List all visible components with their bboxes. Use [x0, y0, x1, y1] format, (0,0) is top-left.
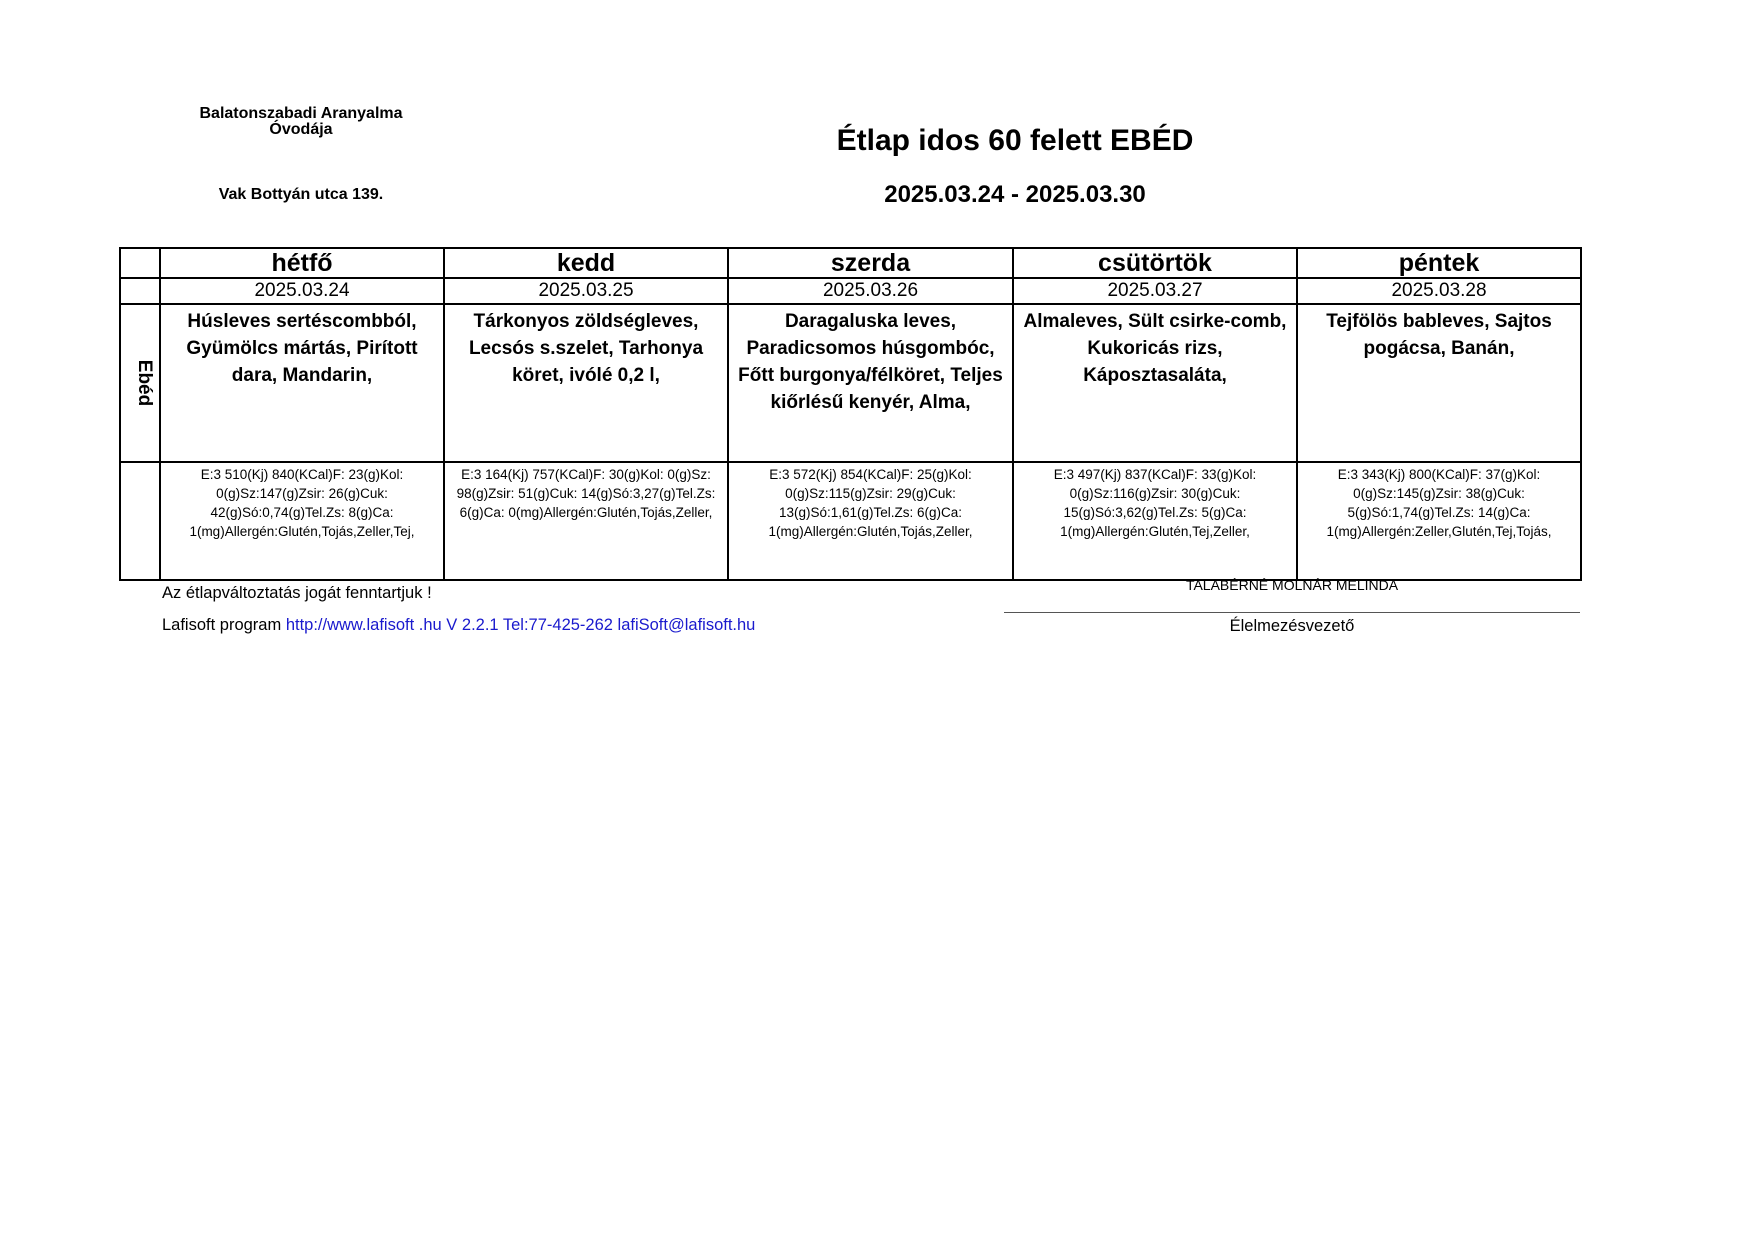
meal-description: Almaleves, Sült csirke-comb, Kukoricás rizs, Káposztasaláta, — [1013, 304, 1297, 462]
corner-cell — [120, 248, 160, 278]
signature-line — [1004, 612, 1580, 613]
menu-table — [119, 247, 1582, 581]
meal-label-cell — [120, 304, 160, 462]
day-name: szerda — [728, 248, 1013, 278]
meal-row — [120, 304, 1581, 462]
day-name: kedd — [444, 248, 728, 278]
day-date: 2025.03.27 — [1013, 278, 1297, 304]
page-title: Étlap idos 60 felett EBÉD — [836, 124, 1194, 157]
day-date: 2025.03.25 — [444, 278, 728, 304]
day-name: csütörtök — [1013, 248, 1297, 278]
day-name-row — [120, 248, 1581, 278]
meal-description: Tárkonyos zöldségleves, Lecsós s.szelet, Tarhonya köret, ivólé 0,2 l, — [444, 304, 728, 462]
organization-address: Vak Bottyán utca 139. — [218, 186, 384, 203]
day-date: 2025.03.24 — [160, 278, 444, 304]
day-date: 2025.03.26 — [728, 278, 1013, 304]
day-date: 2025.03.28 — [1297, 278, 1581, 304]
nutrition-info: E:3 497(Kj) 837(KCal)F: 33(g)Kol: 0(g)Sz:116(g)Zsir: 30(g)Cuk: 15(g)Só:3,62(g)Tel.Zs: 5(g)Ca: 1(mg)Allergén:Glutén,Tej,Zeller, — [1013, 462, 1297, 580]
organization-name-line1: Balatonszabadi Aranyalma — [199, 105, 403, 122]
nutrition-info: E:3 343(Kj) 800(KCal)F: 37(g)Kol: 0(g)Sz:145(g)Zsir: 38(g)Cuk: 5(g)Só:1,74(g)Tel.Zs: 14(g)Ca: 1(mg)Allergén:Zeller,Glutén,Tej,Tojás, — [1297, 462, 1581, 580]
organization-name — [160, 105, 442, 141]
program-prefix: Lafisoft program — [162, 616, 286, 634]
menu-change-note: Az étlapváltoztatás jogát fenntartjuk ! — [162, 584, 432, 602]
corner-cell — [120, 278, 160, 304]
organization-name-line2: Óvodája — [269, 121, 333, 138]
meal-description: Húsleves sertéscombból, Gyümölcs mártás, Pirított dara, Mandarin, — [160, 304, 444, 462]
program-link[interactable]: http://www.lafisoft .hu V 2.2.1 Tel:77-425-262 lafiSoft@lafisoft.hu — [285, 616, 756, 634]
day-name: hétfő — [160, 248, 444, 278]
nutrition-info: E:3 510(Kj) 840(KCal)F: 23(g)Kol: 0(g)Sz:147(g)Zsir: 26(g)Cuk: 42(g)Só:0,74(g)Tel.Zs: 8(g)Ca: 1(mg)Allergén:Glutén,Tojás,Zeller,Tej, — [160, 462, 444, 580]
meal-description: Tejfölös bableves, Sajtos pogácsa, Banán, — [1297, 304, 1581, 462]
program-info — [162, 616, 755, 635]
nutrition-row — [120, 462, 1581, 580]
day-date-row — [120, 278, 1581, 304]
signer-name: TALABÉRNÉ MOLNÁR MELINDA — [1185, 577, 1399, 593]
nutrition-label-cell — [120, 462, 160, 580]
nutrition-info: E:3 164(Kj) 757(KCal)F: 30(g)Kol: 0(g)Sz: 98(g)Zsir: 51(g)Cuk: 14(g)Só:3,27(g)Tel.Zs: 6(g)Ca: 0(mg)Allergén:Glutén,Tojás,Zeller, — [444, 462, 728, 580]
menu-period: 2025.03.24 - 2025.03.30 — [884, 181, 1146, 208]
day-name: péntek — [1297, 248, 1581, 278]
meal-label: Ebéd — [134, 359, 156, 407]
signer-role: Élelmezésvezető — [1229, 617, 1355, 635]
nutrition-info: E:3 572(Kj) 854(KCal)F: 25(g)Kol: 0(g)Sz:115(g)Zsir: 29(g)Cuk: 13(g)Só:1,61(g)Tel.Zs: 6(g)Ca: 1(mg)Allergén:Glutén,Tojás,Zeller, — [728, 462, 1013, 580]
meal-description: Daragaluska leves, Paradicsomos húsgombóc, Főtt burgonya/félköret, Teljes kiőrlésű kenyér, Alma, — [728, 304, 1013, 462]
